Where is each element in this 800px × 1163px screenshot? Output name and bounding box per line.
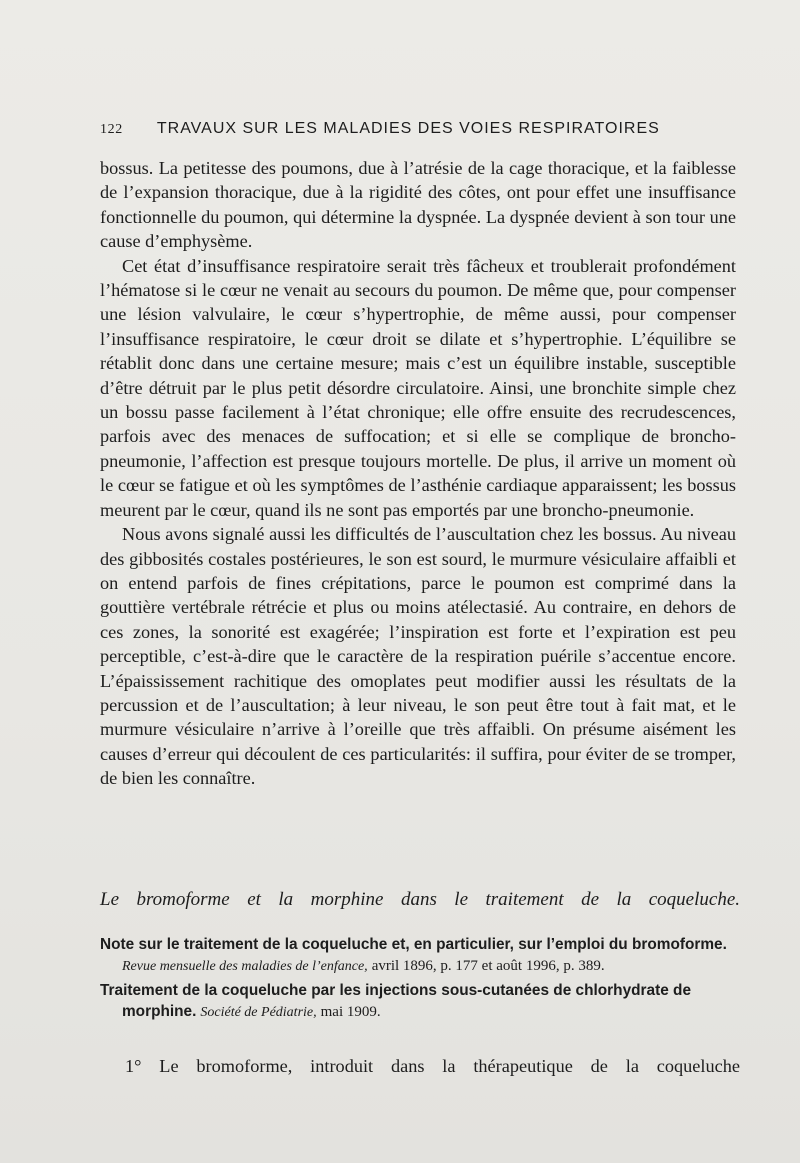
running-title: TRAVAUX SUR LES MALADIES DES VOIES RESPIRATOIRES: [156, 120, 660, 137]
reference-source: Société de Pédiatrie,: [200, 1004, 317, 1020]
paragraph: Cet état d’insuffisance respiratoire serait très fâcheux et troublerait profondément l’hématose si le cœur ne venait au secours du poumon. De même que, pour compenser une lésion valvulaire, le cœur s’hypertrophie, de même aussi, pour compenser l’insuffisance respiratoire, le cœur droit se dilate et s’hypertrophie. L’équilibre se rétablit donc dans une certaine mesure; mais c’est un équilibre instable, susceptible d’être détruit par le plus petit désordre circulatoire. Ainsi, une bronchite simple chez un bossu passe facilement à l’état chronique; elle offre ensuite des recrudescences, parfois avec des menaces de suffocation; et si elle se complique de broncho-pneumonie, l’affection est presque toujours mortelle. De plus, il arrive un moment où le cœur se fatigue et où les symptômes de l’asthénie cardiaque apparaissent; les bossus meurent par le cœur, quand ils ne sont pas emportés par une broncho-pneumonie.: [100, 255, 736, 520]
paragraph: Nous avons signalé aussi les difficultés de l’auscultation chez les bossus. Au niveau des gibbosités costales postérieures, le son est sourd, le murmure vésiculaire affaibli et on entend parfois de fines crépitations, parce le poumon est comprimé dans la gouttière vertébrale rétrécie et plus ou moins atélectasié. Au contraire, en dehors de ces zones, la sonorité est exagérée; l’inspiration est forte et l’expiration est peu perceptible, c’est-à-dire que le caractère de la respiration puérile s’accentue encore. L’épaississement rachitique des omoplates peut modifier aussi les résultats de la percussion et de l’auscultation; à leur niveau, le son peut être tout à fait mat, et le murmure vésiculaire n’arrive à l’oreille que très affaibli. On présume aisément les causes d’erreur qui découlent de ces particularités: il suffira, pour éviter de se tromper, de bien les connaître.: [100, 524, 736, 789]
body-text: [100, 156, 736, 791]
reference-date: avril 1896, p. 177 et août 1996, p. 389.: [371, 957, 605, 974]
reference-title: Traitement de la coqueluche par les injections sous-cutanées de chlorhydrate de morphine.: [100, 982, 692, 1020]
reference-list: [100, 935, 740, 1027]
reference-date: mai 1909.: [320, 1003, 381, 1020]
reference-item: [100, 981, 740, 1023]
continuing-paragraph: 1° Le bromoforme, introduit dans la thérapeutique de la coqueluche: [125, 1056, 740, 1076]
page-number: 122: [100, 122, 123, 137]
reference-source: Revue mensuelle des maladies de l’enfance,: [122, 958, 368, 974]
reference-title: Note sur le traitement de la coqueluche et, en particulier, sur l’emploi du bromoforme.: [100, 936, 727, 953]
section-title: Le bromoforme et la morphine dans le traitement de la coqueluche.: [100, 889, 740, 910]
reference-item: [100, 935, 740, 977]
paragraph: bossus. La petitesse des poumons, due à l’atrésie de la cage thoracique, et la faiblesse de l’expansion thoracique, due à la rigidité des côtes, ont pour effet une insuffisance fonctionnelle du poumon, qui détermine la dyspnée. La dyspnée devient à son tour une cause d’emphysème.: [100, 158, 736, 252]
running-header: [100, 118, 740, 138]
